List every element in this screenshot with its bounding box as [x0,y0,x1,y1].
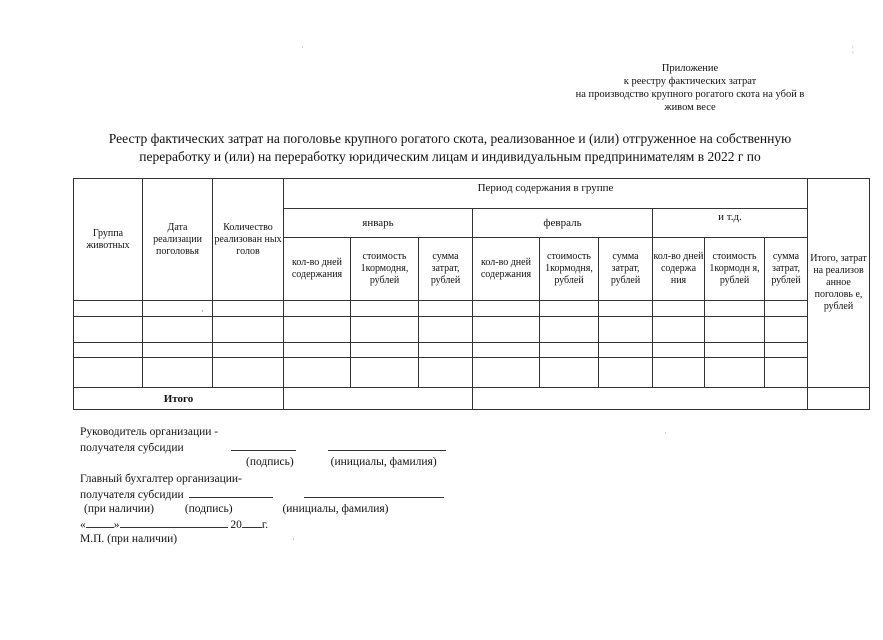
title-line-1: Реестр фактических затрат на поголовье крупного рогатого скота, реализованное и (или) отгруженное на собственную [108,131,792,146]
acc-signature-line [189,486,273,498]
seal-note: М.П. (при наличии) [80,533,178,545]
header-etc-days: кол-во дней содержа ния [653,238,705,301]
acc-name-line [304,486,444,498]
header-total-cost: Итого, затрат на реализов анное поголовь е, рублей [808,179,870,388]
header-head-count: Количество реализован ных голов [213,179,284,301]
appendix-line: к реестру фактических затрат [623,76,757,87]
header-etc-cost: стоимость 1кормодн я, рублей [705,238,765,301]
register-table [73,178,870,410]
scan-mark: ¦ [852,44,854,54]
acc-caption-sign: (подпись) [184,503,233,515]
date-year-suffix: г. [261,519,269,531]
head-signature-line [231,439,296,451]
acc-line-1: Главный бухгалтер организации- [80,473,242,485]
date-close-quote: » [113,519,120,531]
head-caption-sign: (подпись) [246,456,294,468]
table-row [74,317,870,343]
head-name-line [328,439,446,451]
scan-mark: · [292,534,295,544]
header-month-etc: и т.д. [653,209,808,238]
acc-caption-name: (инициалы, фамилия) [282,503,389,515]
head-line-1: Руководитель организации - [80,426,219,438]
acc-caption-presence: (при наличии) [84,503,154,515]
header-feb-sum: сумма затрат, рублей [599,238,653,301]
header-feb-cost: стоимость 1кормодня, рублей [540,238,599,301]
scan-mark: · [201,306,204,316]
table-row [74,301,870,317]
header-jan-days: кол-во дней содержания [284,238,351,301]
header-sale-date: Дата реализации поголовья [143,179,213,301]
appendix-header [540,62,840,114]
table-row [74,343,870,358]
head-line-2: получателя субсидии [80,442,184,454]
date-day-line [86,516,114,528]
header-animal-group: Группа животных [74,179,143,301]
head-caption-name: (инициалы, фамилия) [330,456,437,468]
appendix-line: Приложение [661,63,719,74]
appendix-line: на производство крупного рогатого скота на убой в [575,89,805,100]
scan-mark: · [301,42,304,52]
title-line-2: переработку и (или) на переработку юридическим лицам и индивидуальным предпринимателям в 2022 г по [139,149,761,164]
date-year-prefix: 20 [230,519,242,531]
header-month-february: февраль [473,209,653,238]
total-row [74,388,870,410]
header-feb-days: кол-во дней содержания [473,238,540,301]
header-jan-sum: сумма затрат, рублей [419,238,473,301]
document-title [60,130,840,166]
scan-mark: · [664,428,667,438]
header-jan-cost: стоимость 1кормодня, рублей [351,238,419,301]
table-row [74,358,870,388]
header-period: Период содержания в группе [284,179,808,209]
header-month-january: январь [284,209,473,238]
date-open-quote: « [80,519,86,531]
date-year-line [242,516,262,528]
date-month-line [120,516,228,528]
signature-block [80,425,446,546]
header-etc-sum: сумма затрат, рублей [765,238,808,301]
appendix-line: живом весе [664,102,716,113]
total-row-label: Итого [74,388,284,410]
acc-line-2: получателя субсидии [80,489,184,501]
